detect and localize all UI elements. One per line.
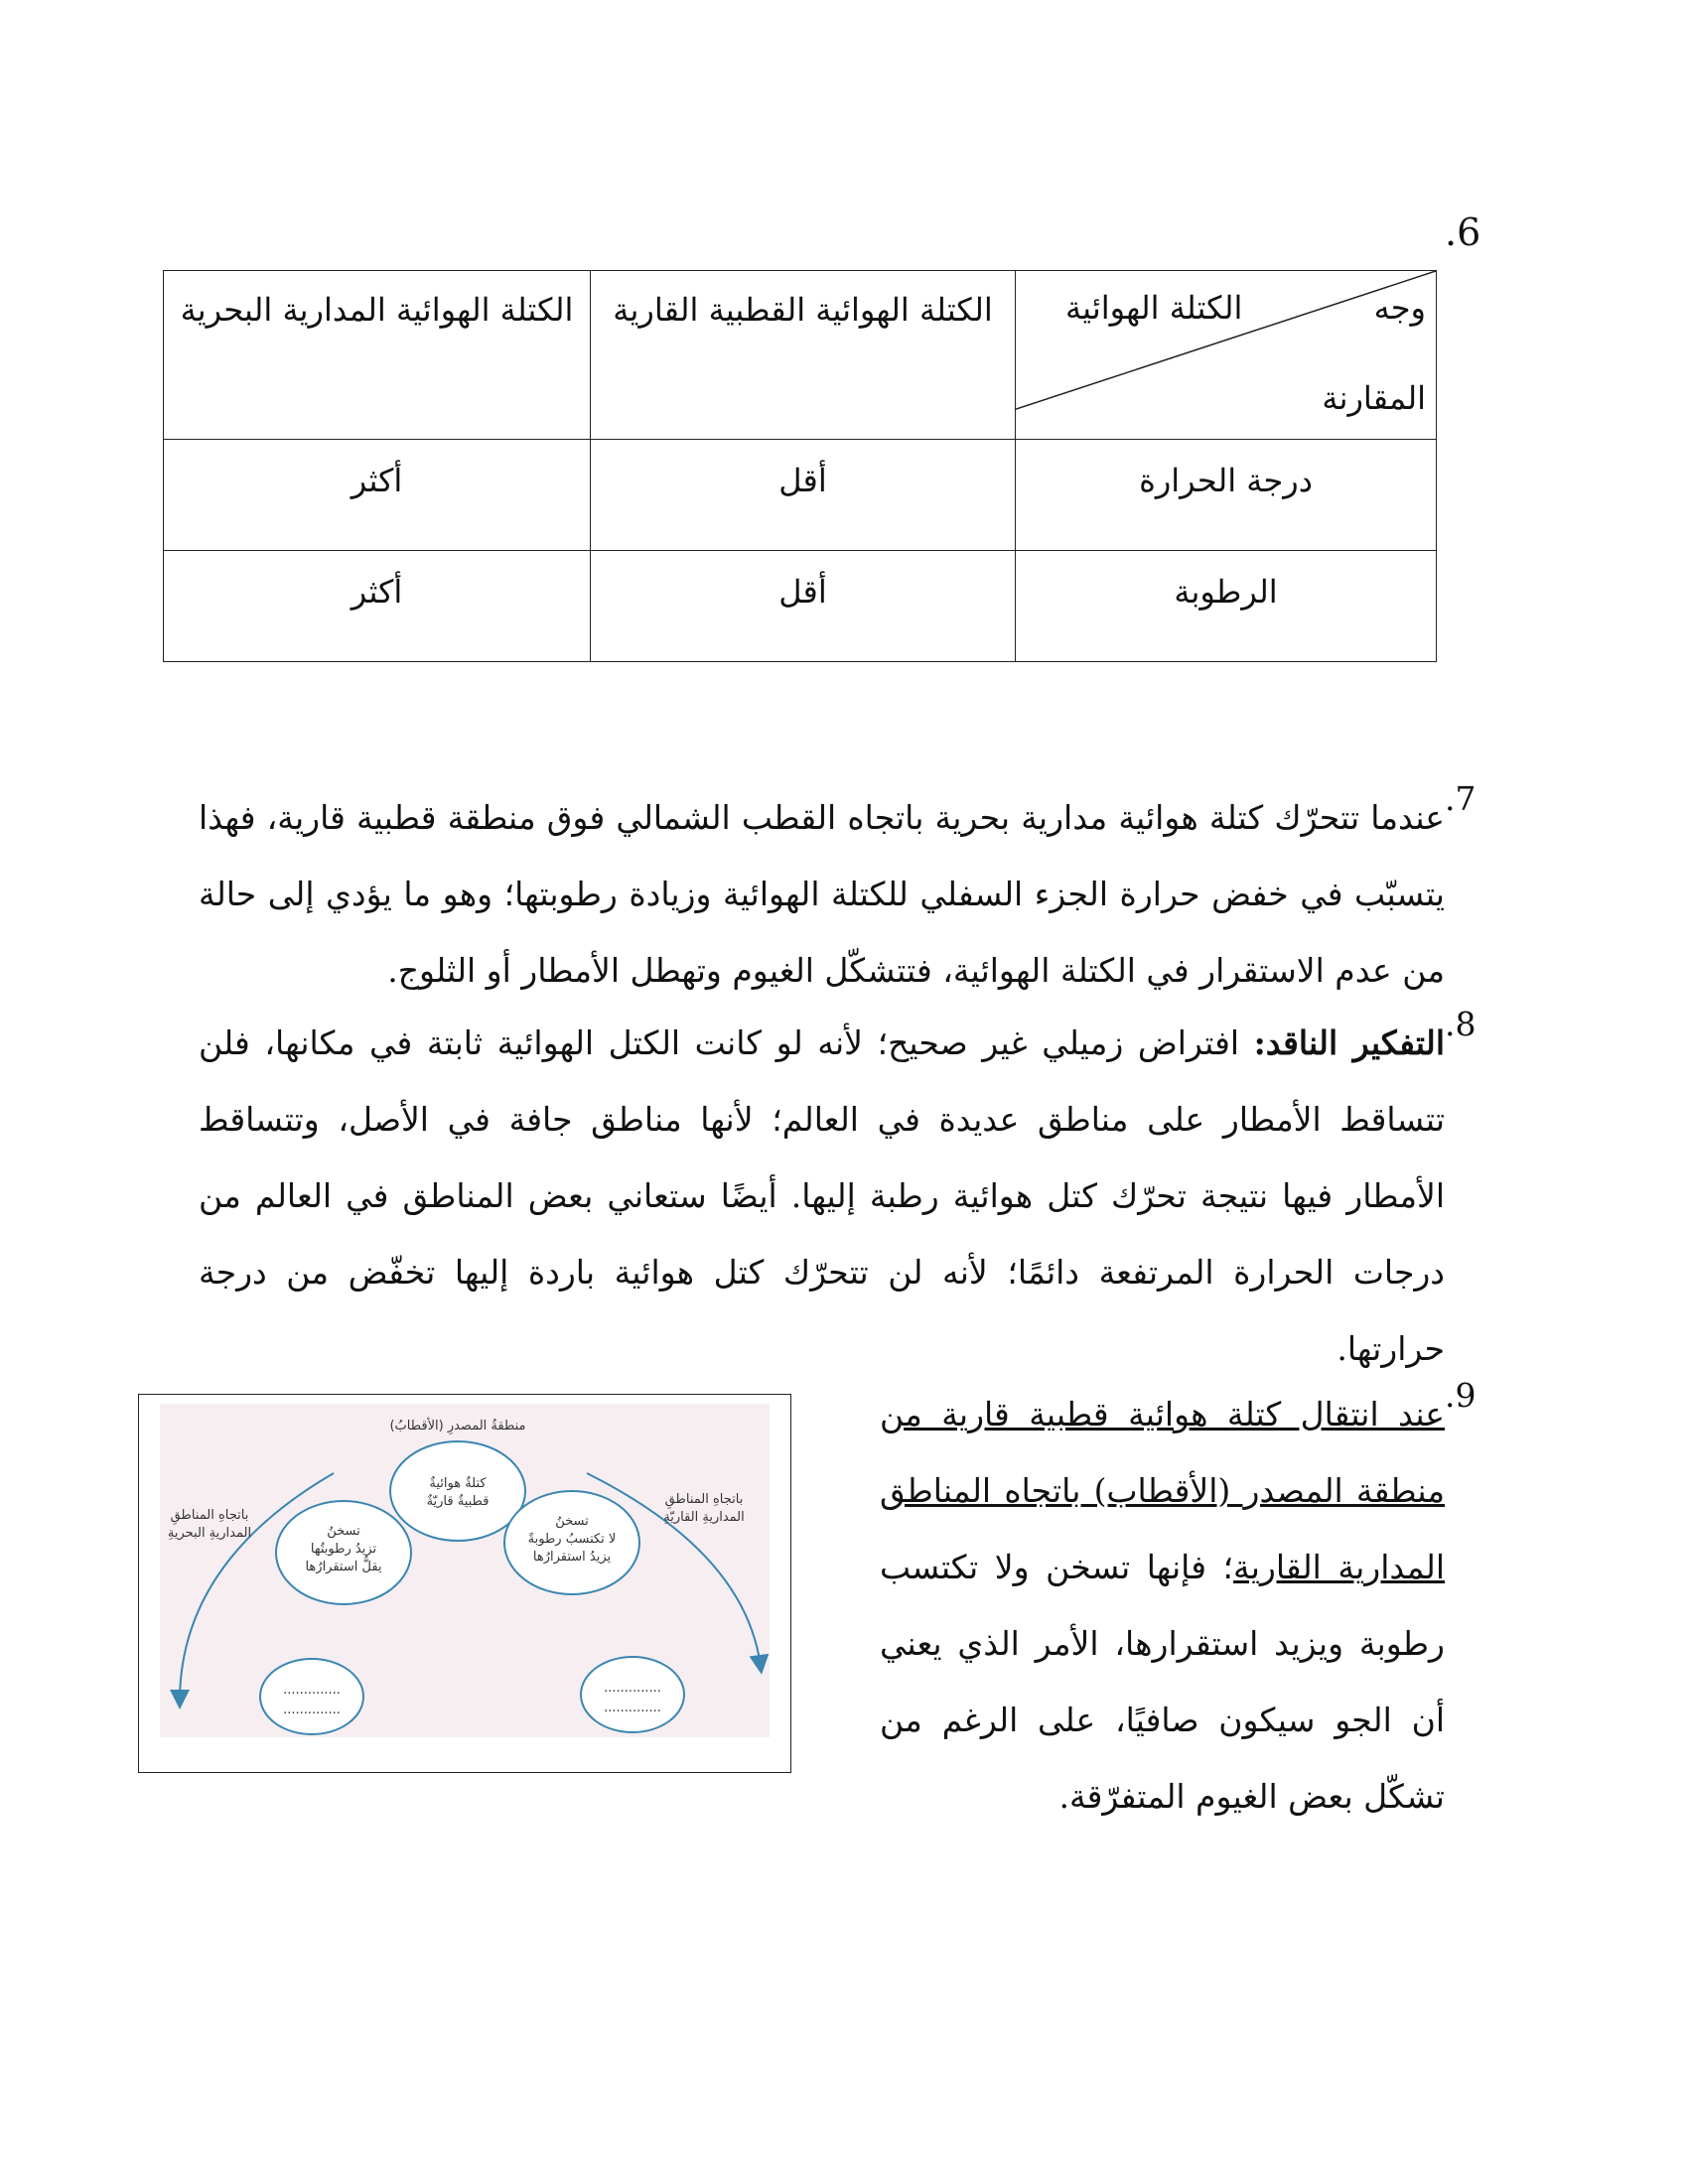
- question-8-text: افتراض زميلي غير صحيح؛ لأنه لو كانت الكتل الهوائية ثابتة في مكانها، فلن تتساقط الأمطار على مناطق عديدة في العالم؛ لأنها مناطق جافة في الأصل، وتتساقط الأمطار فيها نتيجة تحرّك كتل هوائية رطبة إليها. أيضًا ستعاني بعض المناطق في العالم من درجات الحرارة المرتفعة دائمًا؛ لأنه لن تتحرّك كتل هوائية باردة إليها تخفّض من درجة حرارتها.: [199, 1024, 1445, 1368]
- column-header-tropical-maritime: الكتلة الهوائية المدارية البحرية: [164, 271, 591, 440]
- left-answer-blank-2: ..............: [283, 1703, 341, 1717]
- left-bubble-line-3: يقلُّ استقرارُها: [305, 1560, 382, 1574]
- table-cell: أكثر: [164, 551, 591, 662]
- diagram-drawing: [160, 1404, 770, 1737]
- question-7-number: .7: [1445, 779, 1477, 818]
- air-mass-diagram: [138, 1394, 791, 1773]
- column-header-polar-continental: الكتلة الهوائية القطبية القارية: [591, 271, 1016, 440]
- right-bubble-line-3: يزيدُ استقرارُها: [532, 1550, 612, 1565]
- right-answer-blank-2: ..............: [604, 1701, 661, 1715]
- table-cell: أقل: [591, 440, 1016, 551]
- right-arrow-label-2: المداريةِ القاريّةِ: [663, 1510, 745, 1525]
- table-row: [164, 551, 1437, 662]
- question-6-number: .6: [1445, 210, 1481, 254]
- corner-label-top: وجه: [1373, 289, 1426, 327]
- right-answer-blank-1: ..............: [604, 1681, 661, 1696]
- table-header-row: [164, 271, 1437, 440]
- center-bubble-line-1: كتلةٌ هوائيةٌ: [429, 1476, 487, 1491]
- corner-label-air-mass: الكتلة الهوائية: [1065, 289, 1243, 327]
- table-row: [164, 440, 1437, 551]
- row-label-humidity: الرطوبة: [1016, 551, 1437, 662]
- left-arrow-label-2: المداريةِ البحريةِ: [167, 1526, 252, 1541]
- right-arrow-label-1: باتجاهِ المناطقِ: [664, 1492, 744, 1507]
- row-label-temperature: درجة الحرارة: [1016, 440, 1437, 551]
- center-bubble-line-2: قطبيةٌ قاريّةٌ: [426, 1494, 490, 1509]
- table-cell: أقل: [591, 551, 1016, 662]
- critical-thinking-label: التفكير الناقد:: [1253, 1024, 1445, 1062]
- comparison-table: [163, 270, 1437, 662]
- question-9-text: ؛ فإنها تسخن ولا تكتسب رطوبة ويزيد استقرارها، الأمر الذي يعني أن الجو سيكون صافيًا، على الرغم من تشكّل بعض الغيوم المتفرّقة.: [880, 1548, 1445, 1816]
- diagram-background: [160, 1404, 770, 1737]
- question-9-number: .9: [1445, 1376, 1477, 1415]
- left-bubble-line-1: تسخنُ: [327, 1524, 360, 1539]
- question-9-underlined-text: عند انتقال كتلة هوائية قطبية قارية من منطقة المصدر (الأقطاب) باتجاه المناطق المدارية القارية: [880, 1395, 1445, 1586]
- source-region-label: منطقةُ المصدرِ (الأقطابُ): [389, 1419, 526, 1433]
- left-bubble-line-2: تزيدُ رطوبتُها: [310, 1542, 377, 1557]
- question-8-answer: [199, 1005, 1445, 1387]
- table-cell: أكثر: [164, 440, 591, 551]
- question-7-answer: عندما تتحرّك كتلة هوائية مدارية بحرية باتجاه القطب الشمالي فوق منطقة قطبية قارية، فهذا يتسبّب في خفض حرارة الجزء السفلي للكتلة الهوائية وزيادة رطوبتها؛ وهو ما يؤدي إلى حالة من عدم الاستقرار في الكتلة الهوائية، فتتشكّل الغيوم وتهطل الأمطار أو الثلوج.: [199, 798, 1445, 990]
- corner-label-comparison: المقارنة: [1322, 379, 1426, 417]
- right-bubble-line-2: لا تكتسبُ رطوبةً: [527, 1532, 617, 1547]
- left-answer-blank-1: ..............: [283, 1683, 341, 1698]
- right-bubble-line-1: تسخنُ: [555, 1514, 589, 1529]
- center-bubble: [390, 1441, 525, 1541]
- table-corner-cell: [1016, 271, 1437, 440]
- question-9-answer: [880, 1376, 1445, 1835]
- question-8-number: .8: [1445, 1005, 1477, 1043]
- left-arrow-label-1: باتجاهِ المناطقِ: [170, 1508, 249, 1523]
